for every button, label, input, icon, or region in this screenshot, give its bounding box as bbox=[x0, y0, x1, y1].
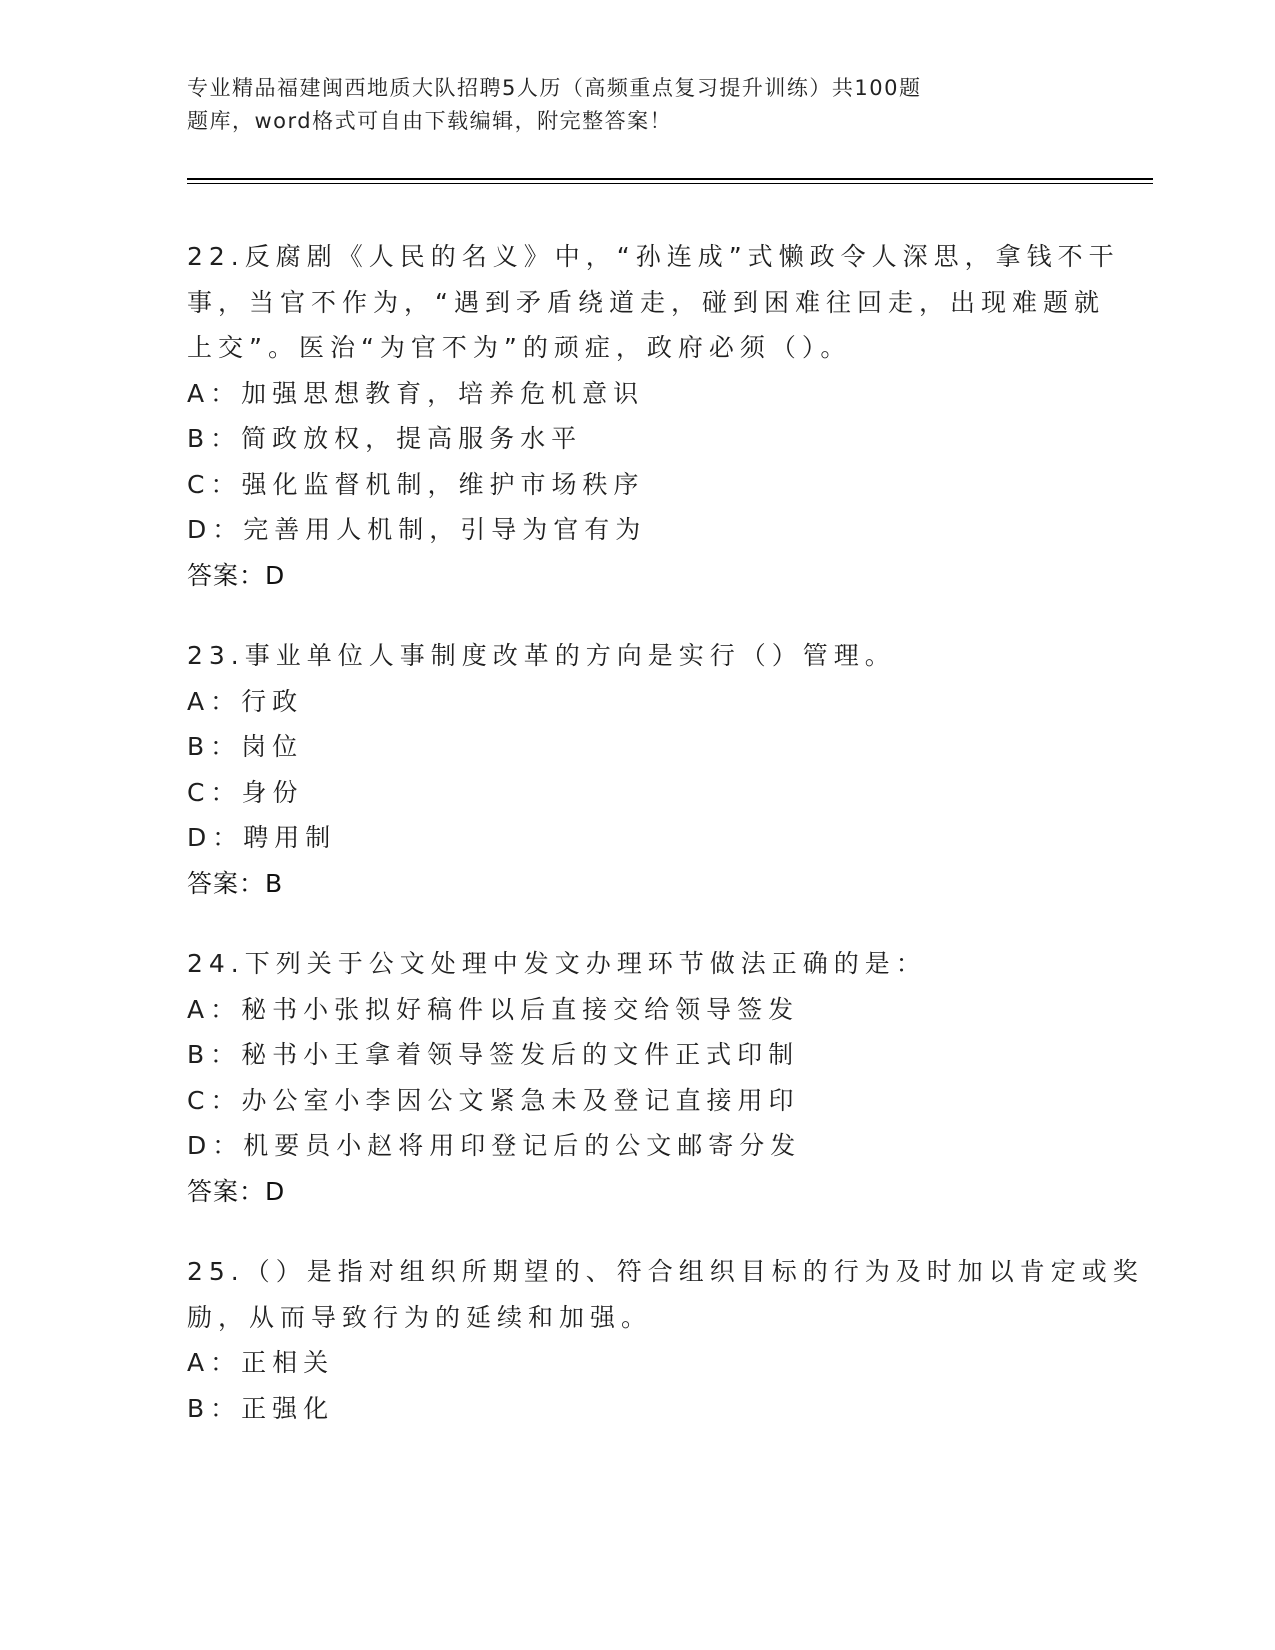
option-a: A：正相关 bbox=[187, 1348, 335, 1377]
option-a: A：行政 bbox=[187, 686, 304, 716]
question-text: 事，当官不作为，“遇到矛盾绕道走，碰到困难往回走，出现难题就 bbox=[187, 287, 1105, 317]
answer-label: 答案：D bbox=[187, 1176, 286, 1206]
option-c: C：办公室小李因公文紧急未及登记直接用印 bbox=[187, 1085, 800, 1115]
option-a: A：秘书小张拟好稿件以后直接交给领导签发 bbox=[187, 994, 800, 1024]
option-b: B：简政放权，提高服务水平 bbox=[187, 424, 583, 453]
header-line: 题库，word格式可自由下载编辑，附完整答案！ bbox=[187, 109, 673, 133]
question-text: 上交”。医治“为官不为”的顽症，政府必须（）。 bbox=[187, 333, 852, 362]
header-divider bbox=[187, 178, 1153, 180]
question-list bbox=[187, 234, 1144, 1466]
option-b: B：秘书小王拿着领导签发后的文件正式印制 bbox=[187, 1040, 800, 1069]
answer-label: 答案：D bbox=[187, 560, 286, 590]
option-b: B：岗位 bbox=[187, 732, 304, 761]
question-text: 23.事业单位人事制度改革的方向是实行（）管理。 bbox=[187, 641, 896, 670]
option-d: D：聘用制 bbox=[187, 823, 337, 852]
question-text: 励，从而导致行为的延续和加强。 bbox=[187, 1302, 653, 1332]
question-text: 22.反腐剧《人民的名义》中，“孙连成”式懒政令人深思，拿钱不干 bbox=[187, 242, 1120, 271]
option-c: C：强化监督机制，维护市场秩序 bbox=[187, 469, 645, 499]
answer-label: 答案：B bbox=[187, 868, 284, 898]
option-a: A：加强思想教育，培养危机意识 bbox=[187, 378, 645, 408]
document-header bbox=[187, 72, 1067, 138]
option-b: B：正强化 bbox=[187, 1393, 335, 1423]
header-line: 专业精品福建闽西地质大队招聘5人历（高频重点复习提升训练）共100题 bbox=[187, 76, 922, 100]
option-d: D：完善用人机制，引导为官有为 bbox=[187, 515, 647, 544]
option-d: D：机要员小赵将用印登记后的公文邮寄分发 bbox=[187, 1131, 802, 1160]
option-c: C：身份 bbox=[187, 777, 304, 807]
question-23 bbox=[187, 633, 1087, 906]
header-divider bbox=[187, 183, 1153, 184]
question-24 bbox=[187, 941, 1087, 1214]
question-text: 24.下列关于公文处理中发文办理环节做法正确的是： bbox=[187, 949, 927, 978]
question-25 bbox=[187, 1249, 1144, 1431]
question-text: 25.（）是指对组织所期望的、符合组织目标的行为及时加以肯定或奖 bbox=[187, 1257, 1144, 1286]
question-22 bbox=[187, 234, 1120, 598]
